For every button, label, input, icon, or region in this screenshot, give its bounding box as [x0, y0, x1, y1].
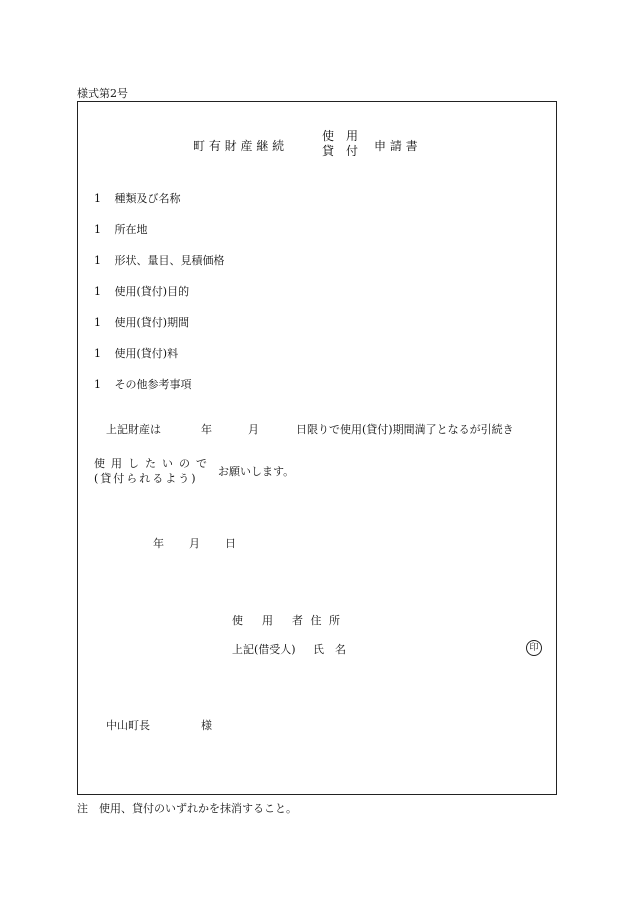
item-number: 1: [94, 378, 101, 391]
applicant-address-label-2: 用: [262, 614, 273, 627]
item-type-name: [94, 190, 181, 206]
item-period: [94, 314, 189, 330]
item-purpose: [94, 283, 189, 299]
title-options: [322, 129, 358, 159]
request-options: [94, 456, 213, 486]
item-number: 1: [94, 316, 101, 329]
item-label: 使用(貸付)期間: [114, 316, 190, 329]
request-option-use: 使用したいので: [94, 457, 213, 470]
item-label: 種類及び名称: [114, 192, 181, 205]
item-location: [94, 221, 148, 237]
item-other-notes: [94, 376, 192, 392]
date-month: 月: [189, 537, 200, 550]
item-label: 所在地: [114, 223, 148, 236]
item-shape-quantity-price: [94, 252, 225, 268]
title-option-lend: 貸 付: [322, 144, 359, 158]
date-year: 年: [153, 537, 164, 550]
request-option-lend: (貸付られるよう): [94, 472, 198, 485]
request-month: 月: [248, 423, 259, 436]
request-year: 年: [201, 423, 212, 436]
item-label: 使用(貸付)目的: [114, 285, 190, 298]
applicant-name-field: 氏 名: [313, 643, 346, 656]
item-fee: [94, 345, 178, 361]
item-number: 1: [94, 192, 101, 205]
request-prefix: 上記財産は: [106, 423, 161, 436]
title-main: 町 有 財 産 継 続: [193, 139, 285, 153]
item-label: 形状、量目、見積価格: [114, 254, 225, 267]
request-suffix: 日限りで使用(貸付)期間満了となるが引続き: [296, 423, 514, 436]
title-suffix: 申 請 書: [374, 139, 418, 153]
item-label: その他参考事項: [114, 378, 192, 391]
date-day: 日: [225, 537, 236, 550]
item-number: 1: [94, 223, 101, 236]
item-number: 1: [94, 347, 101, 360]
footer-note: 注 使用、貸付のいずれかを抹消すること。: [77, 802, 297, 815]
seal-mark-icon: 印: [526, 640, 542, 656]
applicant-name-label: 上記(借受人): [232, 643, 296, 656]
item-number: 1: [94, 285, 101, 298]
addressee-honorific: 様: [201, 719, 212, 732]
item-label: 使用(貸付)料: [114, 347, 179, 360]
form-number: 様式第2号: [77, 87, 128, 100]
applicant-address-label-3: 者 住 所: [292, 614, 340, 627]
addressee-name: 中山町長: [106, 719, 150, 732]
item-number: 1: [94, 254, 101, 267]
title-option-use: 使 用: [322, 129, 359, 143]
request-closing: お願いします。: [218, 465, 295, 478]
applicant-address-label-1: 使: [232, 614, 243, 627]
